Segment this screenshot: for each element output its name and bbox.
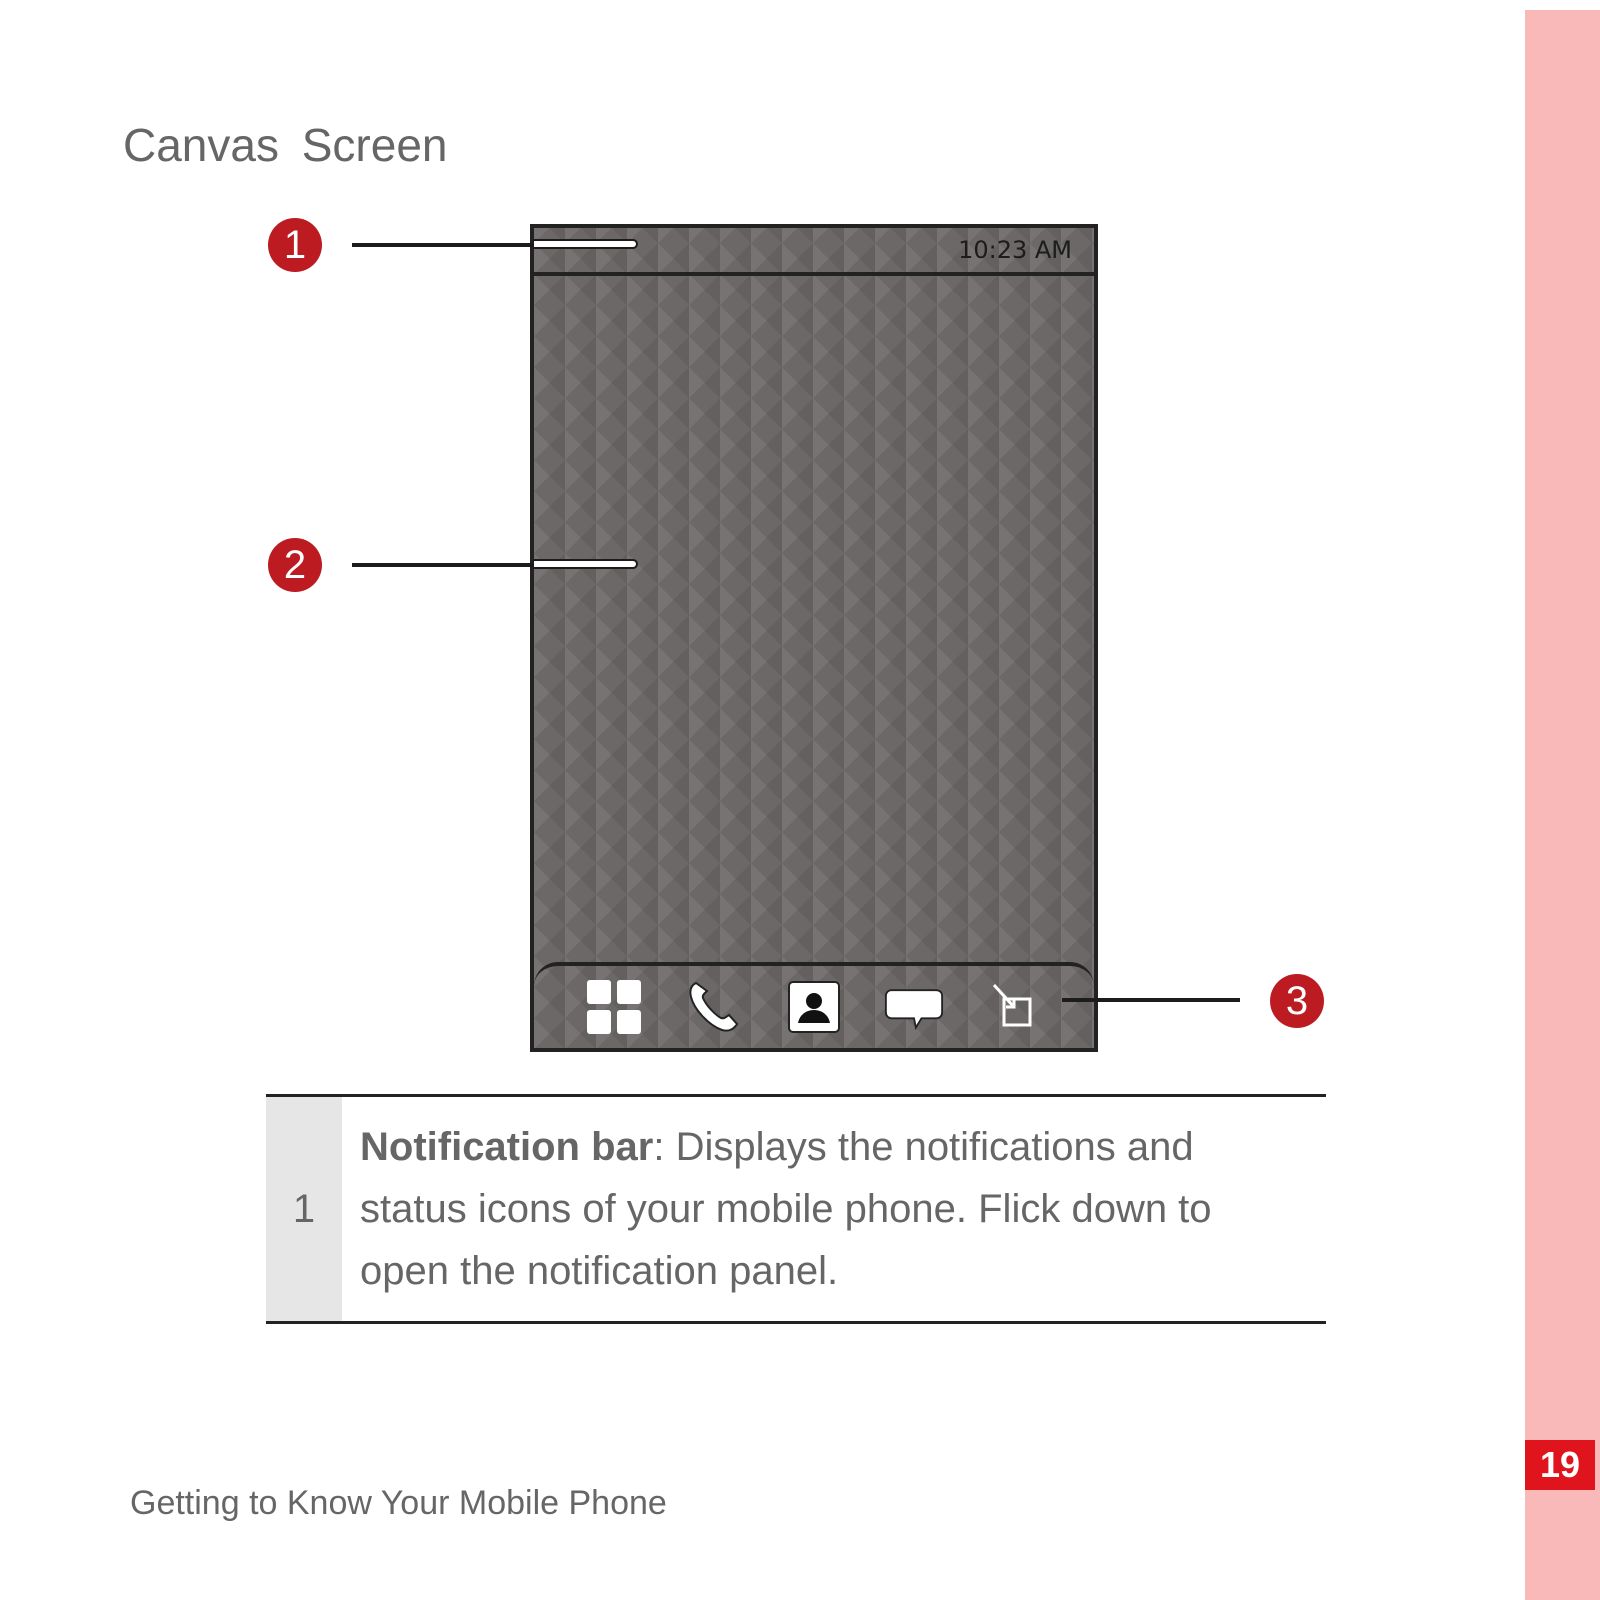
callout-marker-2: 2 <box>268 538 322 592</box>
callout-marker-1: 1 <box>268 218 322 272</box>
expand-icon <box>984 977 1044 1037</box>
legend-row <box>266 1096 1326 1323</box>
callout-leader-3 <box>1062 998 1240 1002</box>
legend-description <box>342 1096 1326 1323</box>
legend-term: Notification bar <box>360 1125 654 1169</box>
messaging-icon <box>884 977 944 1037</box>
contacts-icon <box>784 977 844 1037</box>
callout-pointer-1 <box>534 239 638 249</box>
footer-section-title: Getting to Know Your Mobile Phone <box>130 1484 667 1522</box>
callout-leader-1 <box>352 243 534 247</box>
legend-text: Displays the notifications and status icons of your mobile phone. Flick down to open the notification panel. <box>360 1125 1212 1293</box>
callout-leader-2 <box>352 563 534 567</box>
callout-pointer-2 <box>534 559 638 569</box>
status-clock: 10:23 AM <box>958 236 1072 264</box>
legend-table <box>266 1094 1326 1324</box>
legend-separator: : <box>653 1125 665 1169</box>
notification-bar <box>534 228 1094 276</box>
page-edge-band <box>1525 10 1600 1600</box>
phone-screen-illustration <box>530 224 1098 1052</box>
app-grid-icon <box>584 977 644 1037</box>
page-title: Canvas Screen <box>123 119 448 171</box>
phone-icon <box>684 977 744 1037</box>
callout-marker-3: 3 <box>1270 974 1324 1028</box>
page-number: 19 <box>1525 1440 1595 1490</box>
legend-number: 1 <box>266 1096 342 1323</box>
shortcut-dock <box>534 962 1094 1048</box>
